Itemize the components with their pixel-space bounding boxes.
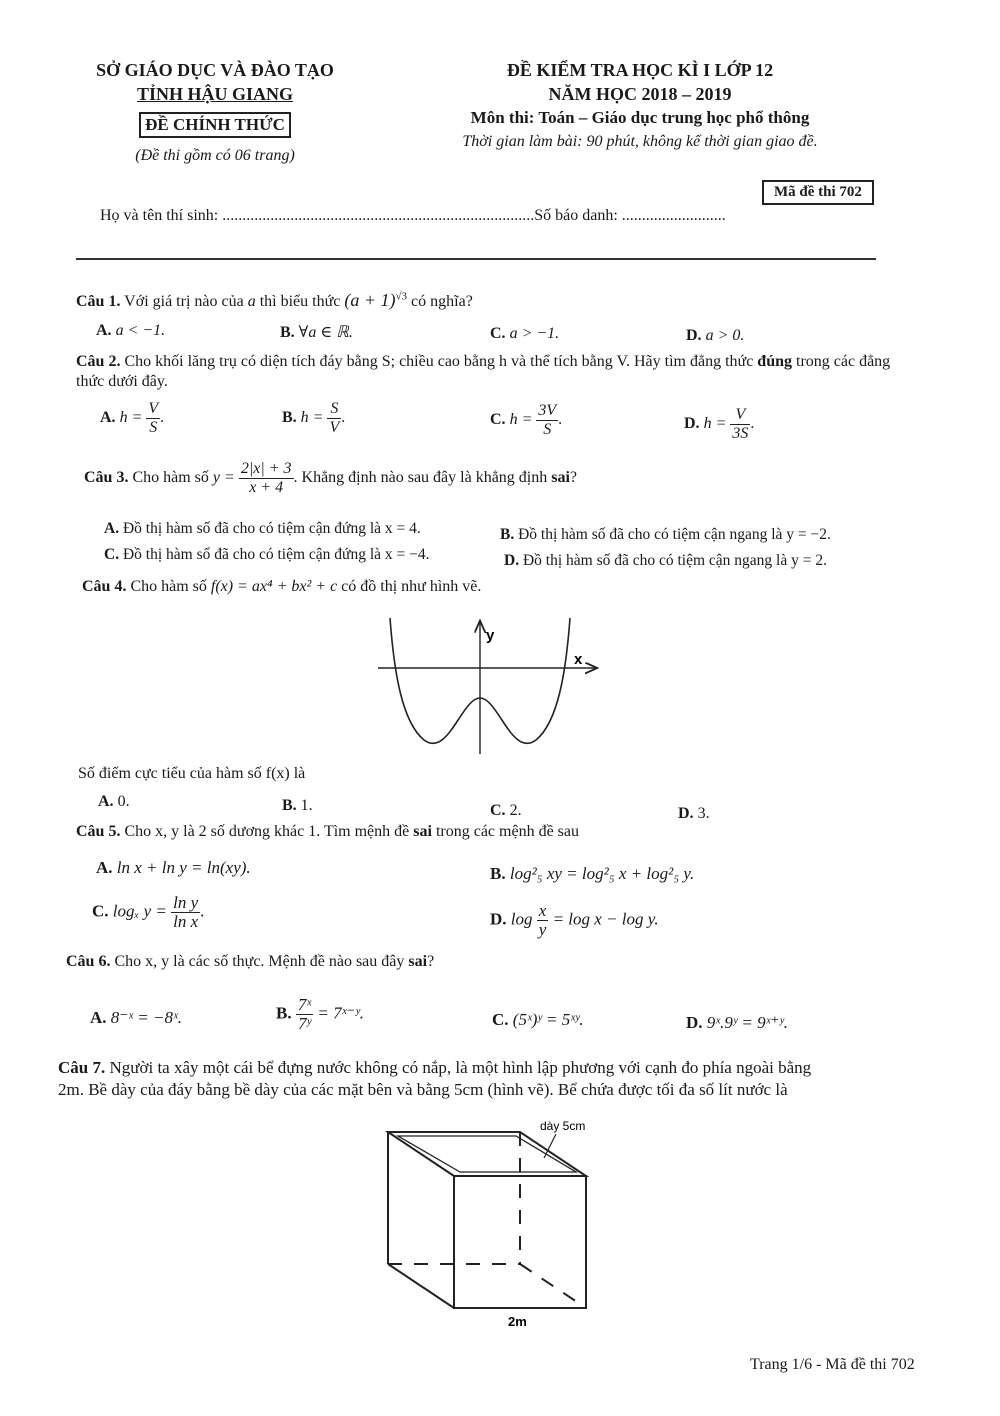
side-length-label: 2m xyxy=(508,1314,527,1329)
q4-opt-d-label: D. xyxy=(678,805,694,822)
q6-option-d xyxy=(686,1013,788,1033)
q6-opt-b-label: B. xyxy=(276,1003,292,1023)
q2-opt-c-lhs: h = xyxy=(509,411,533,429)
exam-code-box: Mã đề thi 702 xyxy=(762,180,874,205)
q2-opt-c-num: 3V xyxy=(538,402,557,419)
q7-stem-line1 xyxy=(58,1058,811,1078)
q4-text-a: Cho hàm số xyxy=(130,578,211,595)
q2-opt-b-den: V xyxy=(329,419,340,436)
cube-bottom-left-edge xyxy=(388,1264,454,1308)
q2-opt-b-label: B. xyxy=(282,409,297,427)
q5-stem xyxy=(76,823,579,841)
quartic-graph xyxy=(370,612,610,762)
q2-opt-b-frac xyxy=(327,400,341,437)
q1-opt-d-text: a > 0. xyxy=(705,327,745,344)
q2-opt-c-label: C. xyxy=(490,411,506,429)
q5-opt-d-num: x xyxy=(538,901,547,920)
cube-top-outer xyxy=(388,1132,586,1176)
q5-text-a: Cho x, y là 2 số dương khác 1. Tìm mệnh đề xyxy=(124,823,414,840)
cube-hidden-diagonal xyxy=(520,1264,586,1308)
q5-opt-d-rhs: = log x − log y. xyxy=(552,909,659,929)
q3-opt-c-label: C. xyxy=(104,546,120,563)
q3-num: 2|x| + 3 xyxy=(240,460,292,477)
q6-opt-b-num: 7ˣ xyxy=(297,995,312,1014)
q6-option-b xyxy=(276,996,364,1033)
q4-opt-c-text: 2. xyxy=(509,802,522,819)
q3-text-a: Cho hàm số xyxy=(132,469,213,487)
q2-opt-a-label: A. xyxy=(100,409,116,427)
q1-opt-b-label: B. xyxy=(280,324,295,341)
y-axis-label: y xyxy=(486,627,495,644)
q2-option-a: A. h = $\frac{V}{S}$ . xyxy=(100,400,165,436)
q4-option-c xyxy=(490,802,522,820)
q6-opt-b-rhs: = 7ˣ⁻ʸ. xyxy=(317,1003,364,1023)
q5-label: Câu 5. xyxy=(76,823,121,840)
q2-opt-a-frac xyxy=(146,400,160,437)
q5-opt-c-lhs: logₓ y = xyxy=(112,901,167,921)
q1-opt-a-text: a < −1. xyxy=(115,322,166,339)
q6-opt-a-label: A. xyxy=(90,1008,107,1027)
q6-opt-c-label: C. xyxy=(492,1010,509,1029)
q2-opt-c-frac xyxy=(536,402,558,439)
q5-option-b xyxy=(490,864,694,884)
q5-opt-a-label: A. xyxy=(96,858,113,877)
q2-opt-a-den: S xyxy=(149,419,158,436)
q2-opt-d-num: V xyxy=(730,406,750,425)
q4-option-d xyxy=(678,805,710,823)
q1-opt-d-label: D. xyxy=(686,327,702,344)
q4-opt-b-text: 1. xyxy=(300,797,313,814)
q2-opt-d-lhs: h = xyxy=(703,415,727,433)
q6-stem xyxy=(66,953,434,971)
official-stamp: ĐỀ CHÍNH THỨC xyxy=(139,112,291,138)
q3-label: Câu 3. xyxy=(84,469,129,487)
header-left xyxy=(80,58,350,168)
q6-opt-c-text: (5ˣ)ʸ = 5ˣʸ. xyxy=(512,1010,584,1029)
q4-opt-b-label: B. xyxy=(282,797,297,814)
q5-opt-d-label: D. xyxy=(490,909,507,929)
q6-opt-d-text: 9ˣ.9ʸ = 9ˣ⁺ʸ. xyxy=(706,1013,788,1032)
q5-opt-d-lhs: log xyxy=(510,909,533,929)
q5-text-b: trong các mệnh đề sau xyxy=(431,823,579,840)
q1-exp: √3 xyxy=(395,290,408,303)
q1-opt-b-text: ∀a ∈ ℝ. xyxy=(298,324,353,341)
header-divider xyxy=(76,258,876,260)
q2-emph: đúng xyxy=(757,353,792,370)
q2-option-c: C. h = $\frac{3V}{S}$ . xyxy=(490,402,563,438)
q1-text-b: thì biểu thức xyxy=(255,293,345,310)
q6-emph: sai xyxy=(408,953,428,970)
q2-opt-a-lhs: h = xyxy=(119,409,143,427)
q2-opt-d-frac xyxy=(730,406,750,443)
q2-opt-c-den: S xyxy=(543,421,552,438)
province-name: TỈNH HẬU GIANG xyxy=(136,84,293,104)
q1-opt-a-label: A. xyxy=(96,322,112,339)
q2-opt-d-label: D. xyxy=(684,415,700,433)
q3-emph: sai xyxy=(551,469,570,487)
q5-opt-b-text: log²₅ xy = log²₅ x + log²₅ y. xyxy=(509,864,695,883)
q2-opt-b-lhs: h = xyxy=(300,409,324,427)
q1-option-b xyxy=(280,322,353,342)
q5-opt-b-label: B. xyxy=(490,864,506,883)
q4-question: Số điểm cực tiểu của hàm số f(x) là xyxy=(78,765,306,782)
q1-expr: (a + 1) xyxy=(344,290,396,310)
q3-opt-d-text: Đồ thị hàm số đã cho có tiệm cận ngang là y = 2. xyxy=(522,552,827,569)
q1-label: Câu 1. xyxy=(76,293,121,310)
q4-opt-a-label: A. xyxy=(98,793,114,810)
q5-opt-d-den: y xyxy=(538,920,547,939)
q3-option-a xyxy=(104,520,421,538)
q5-opt-c-den: ln x xyxy=(173,912,199,931)
q1-opt-c-label: C. xyxy=(490,325,506,342)
q6-opt-b-frac xyxy=(296,996,313,1033)
q2-label: Câu 2. xyxy=(76,353,121,370)
q5-emph: sai xyxy=(413,823,432,840)
q3-lhs: y = xyxy=(212,469,235,487)
dept-name: SỞ GIÁO DỤC VÀ ĐÀO TẠO xyxy=(96,60,334,80)
q4-option-a xyxy=(98,793,130,811)
q3-text-c: ? xyxy=(569,469,578,487)
q1-opt-c-text: a > −1. xyxy=(509,325,560,342)
school-year: NĂM HỌC 2018 – 2019 xyxy=(548,84,732,104)
q3-opt-b-label: B. xyxy=(500,526,515,543)
q3-option-b xyxy=(500,526,831,544)
q1-option-a xyxy=(96,322,165,340)
q3-opt-b-text: Đồ thị hàm số đã cho có tiệm cận ngang là y = −2. xyxy=(518,526,831,543)
q7-label: Câu 7. xyxy=(58,1058,106,1077)
q3-text-b: . Khẳng định nào sau đây là khẳng định xyxy=(293,469,552,487)
q1-text-c: có nghĩa? xyxy=(407,293,473,310)
q6-option-a xyxy=(90,1008,182,1028)
q5-opt-c-label: C. xyxy=(92,901,109,921)
q6-text-a: Cho x, y là các số thực. Mệnh đề nào sau đây xyxy=(114,953,409,970)
q3-opt-a-label: A. xyxy=(104,520,120,537)
q3-option-d xyxy=(504,552,827,570)
q6-label: Câu 6. xyxy=(66,953,111,970)
q1-option-c xyxy=(490,325,559,343)
q3-stem xyxy=(84,460,577,497)
q3-option-c xyxy=(104,546,430,564)
q2-opt-b-num: S xyxy=(327,400,341,419)
q6-opt-d-label: D. xyxy=(686,1013,703,1032)
q4-option-b xyxy=(282,797,313,815)
q2-text2: trong các đẳng thức dưới đây. xyxy=(76,353,891,390)
q5-opt-c-frac xyxy=(171,894,200,931)
q3-opt-d-label: D. xyxy=(504,552,520,569)
q5-option-d xyxy=(490,902,659,939)
q1-text-a: Với giá trị nào của xyxy=(124,293,248,310)
cube-top-inner xyxy=(398,1136,576,1172)
q3-opt-a-text: Đồ thị hàm số đã cho có tiệm cận đứng là x = 4. xyxy=(122,520,421,537)
q3-opt-c-text: Đồ thị hàm số đã cho có tiệm cận đứng là x = −4. xyxy=(122,546,430,563)
q6-opt-b-den: 7ʸ xyxy=(298,1014,311,1033)
subject: Môn thi: Toán – Giáo dục trung học phổ thông xyxy=(470,108,810,127)
q5-opt-a-text: ln x + ln y = ln(xy). xyxy=(116,858,251,877)
q4-opt-a-text: 0. xyxy=(117,793,130,810)
q4-opt-c-label: C. xyxy=(490,802,506,819)
header-right xyxy=(420,58,860,154)
q1-var: a xyxy=(247,293,256,310)
q2-text: Cho khối lăng trụ có diện tích đáy bằng S; chiều cao bằng h và thể tích bằng V. Hãy tìm đẳng thức xyxy=(124,353,754,370)
q5-opt-c-num: ln y xyxy=(173,893,199,912)
duration: Thời gian làm bài: 90 phút, không kể thời gian giao đề. xyxy=(462,133,818,150)
exam-title: ĐỀ KIỂM TRA HỌC KÌ I LỚP 12 xyxy=(506,60,774,80)
q4-stem xyxy=(82,578,481,596)
cube-diagram xyxy=(380,1112,620,1332)
q2-opt-a-num: V xyxy=(148,400,159,417)
name-line: Họ và tên thí sinh: ..............................................................................Số báo danh: .......................... xyxy=(100,207,726,224)
q6-option-c xyxy=(492,1010,584,1030)
q5-opt-d-frac xyxy=(537,902,549,939)
q3-den: x + 4 xyxy=(249,479,284,496)
pages-note: (Đề thi gồm có 06 trang) xyxy=(135,147,295,164)
q5-option-a xyxy=(96,858,251,878)
q7-line1: Người ta xây một cái bể đựng nước không có nắp, là một hình lập phương với cạnh đo phía ngoài bằng xyxy=(109,1058,812,1077)
q4-label: Câu 4. xyxy=(82,578,127,595)
q2-opt-d-den: 3S xyxy=(732,425,749,442)
q1-stem xyxy=(76,290,473,311)
q2-option-b: B. h = $\frac{S}{V}$ . xyxy=(282,400,346,436)
q2-option-d: D. h = $\frac{V}{3S}$ . xyxy=(684,406,755,442)
q4-text-b: có đồ thị như hình vẽ. xyxy=(337,578,482,595)
q6-opt-a-text: 8⁻ˣ = −8ˣ. xyxy=(110,1008,183,1027)
q4-opt-d-text: 3. xyxy=(697,805,710,822)
x-axis-label: x xyxy=(574,651,583,668)
q7-stem-line2: 2m. Bề dày của đáy bằng bề dày của các mặt bên và bằng 5cm (hình vẽ). Bể chứa được tối đa số lít nước là xyxy=(58,1080,788,1099)
thickness-label: dày 5cm xyxy=(540,1119,586,1133)
q4-func: f(x) = ax⁴ + bx² + c xyxy=(210,578,338,595)
page-footer: Trang 1/6 - Mã đề thi 702 xyxy=(750,1356,915,1373)
q5-option-c: C. logₓ y = $\frac{\text{ln y}}{\text{ln x}}$ . xyxy=(92,893,205,931)
q1-option-d xyxy=(686,327,744,345)
q3-frac xyxy=(239,460,294,497)
q6-text-b: ? xyxy=(427,953,435,970)
q2-stem xyxy=(76,352,912,392)
